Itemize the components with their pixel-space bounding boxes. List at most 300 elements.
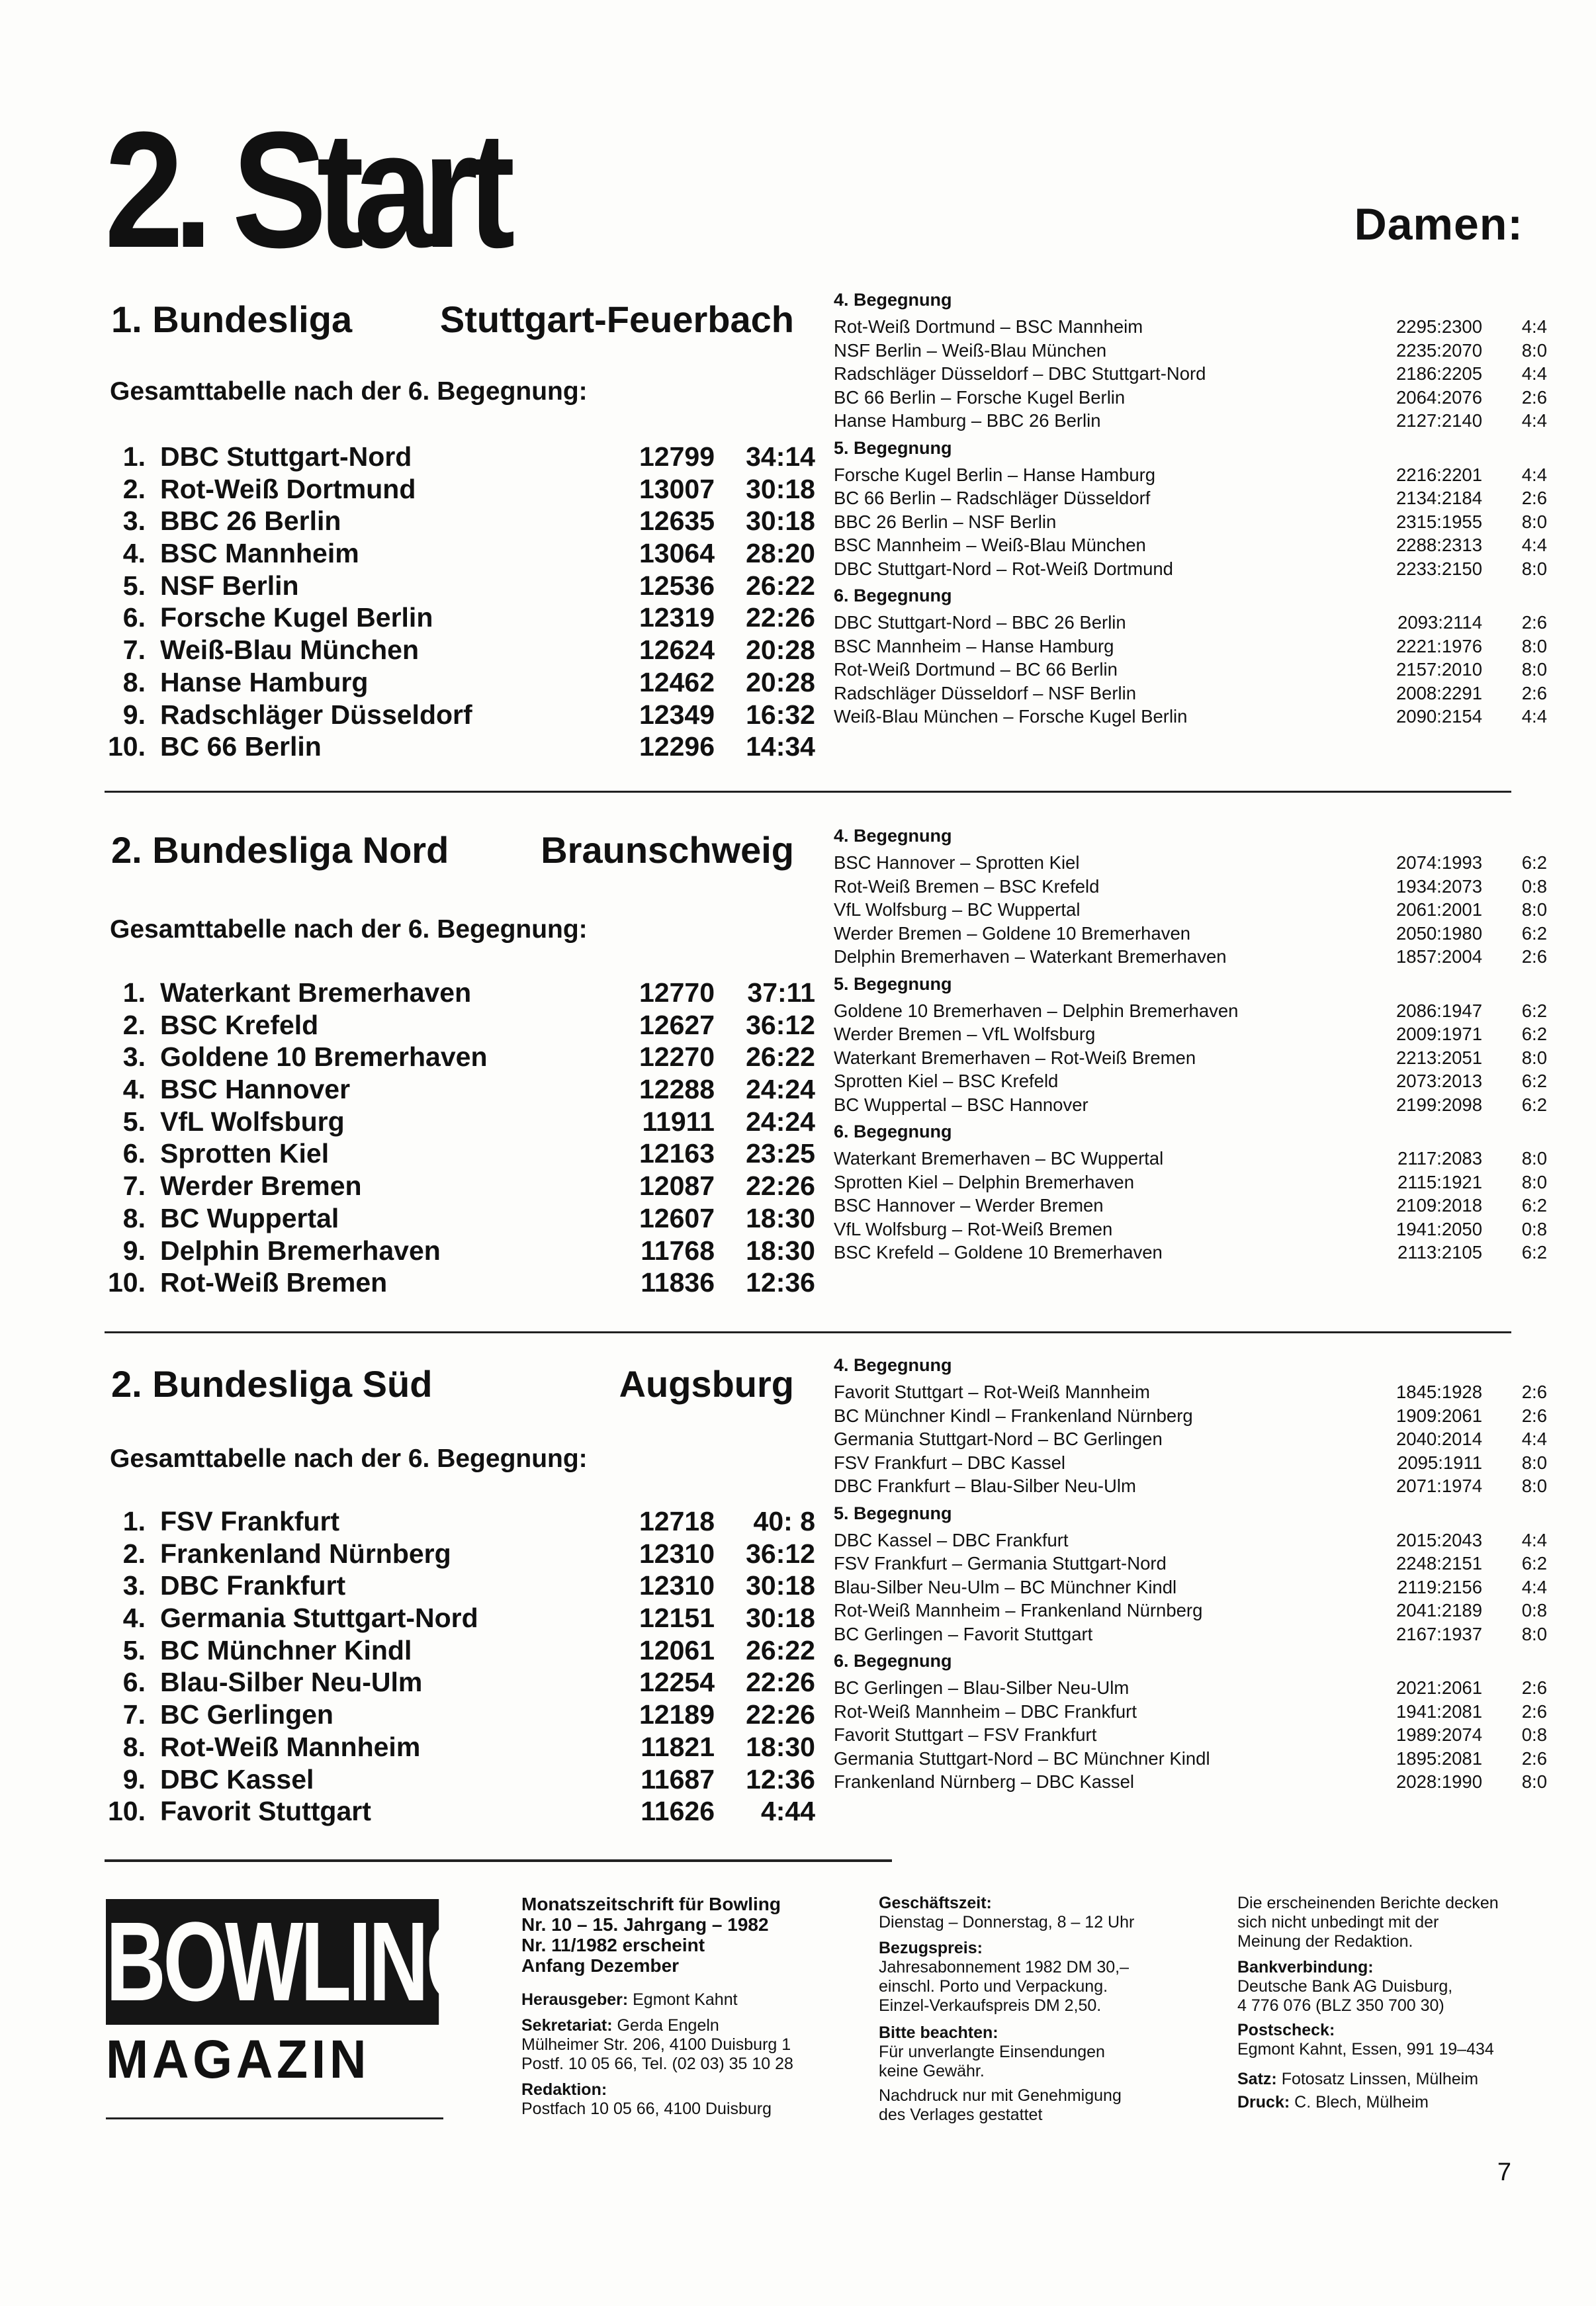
game-pairing: Waterkant Bremerhaven – BC Wuppertal bbox=[834, 1148, 1164, 1169]
game-row bbox=[834, 1380, 1547, 1404]
team-rank: 9. bbox=[122, 1235, 146, 1266]
game-score: 2157:2010 bbox=[1396, 659, 1482, 680]
game-points: 2:6 bbox=[1521, 1677, 1547, 1698]
game-score: 2199:2098 bbox=[1396, 1094, 1482, 1115]
team-rank: 9. bbox=[122, 1763, 146, 1795]
nachdruck-line: Nachdruck nur mit Genehmigung bbox=[879, 2086, 1122, 2105]
game-pairing: Rot-Weiß Mannheim – DBC Frankfurt bbox=[834, 1701, 1137, 1722]
team-points: 24:24 bbox=[746, 1074, 815, 1105]
bitte-line: keine Gewähr. bbox=[879, 2062, 985, 2080]
team-rank: 10. bbox=[108, 731, 146, 762]
standings-row bbox=[99, 977, 815, 1009]
game-points: 4:4 bbox=[1521, 706, 1547, 727]
team-rank: 8. bbox=[122, 1202, 146, 1233]
game-points: 8:0 bbox=[1521, 659, 1547, 680]
team-points: 18:30 bbox=[746, 1731, 815, 1762]
category-label: Damen: bbox=[1354, 199, 1523, 249]
game-pairing: Hanse Hamburg – BBC 26 Berlin bbox=[834, 410, 1101, 431]
standings-row bbox=[99, 1235, 815, 1267]
game-pairing: FSV Frankfurt – Germania Stuttgart-Nord bbox=[834, 1553, 1167, 1574]
game-points: 4:4 bbox=[1521, 1529, 1547, 1550]
standings-row bbox=[99, 1634, 815, 1667]
game-points: 6:2 bbox=[1521, 922, 1547, 944]
team-name: Frankenland Nürnberg bbox=[160, 1538, 451, 1569]
team-name: Werder Bremen bbox=[160, 1171, 362, 1202]
standings-table bbox=[99, 977, 815, 1299]
game-points: 4:4 bbox=[1521, 410, 1547, 431]
game-pairing: NSF Berlin – Weiß-Blau München bbox=[834, 339, 1107, 361]
game-score: 1895:2081 bbox=[1396, 1748, 1482, 1769]
standings-row bbox=[99, 1009, 815, 1042]
game-score: 2288:2313 bbox=[1396, 535, 1482, 555]
game-score: 2127:2140 bbox=[1396, 410, 1482, 431]
section-subtitle: Gesamttabelle nach der 6. Begegnung: bbox=[110, 377, 588, 406]
game-row bbox=[834, 682, 1547, 705]
round-heading: 5. Begegnung bbox=[834, 437, 952, 458]
bezugspreis-line: Einzel-Verkaufspreis DM 2,50. bbox=[879, 1996, 1102, 2015]
team-rank: 6. bbox=[122, 1138, 146, 1169]
round-heading: 4. Begegnung bbox=[834, 1355, 952, 1375]
game-score: 2119:2156 bbox=[1397, 1576, 1482, 1597]
team-pins: 11821 bbox=[641, 1731, 715, 1762]
team-name: Forsche Kugel Berlin bbox=[160, 602, 433, 633]
team-name: Rot-Weiß Mannheim bbox=[160, 1731, 421, 1762]
team-pins: 12319 bbox=[639, 602, 715, 633]
standings-row bbox=[99, 1041, 815, 1073]
team-points: 36:12 bbox=[746, 1538, 815, 1569]
team-name: BSC Hannover bbox=[160, 1074, 351, 1105]
team-pins: 12061 bbox=[639, 1634, 715, 1665]
team-points: 16:32 bbox=[746, 699, 815, 730]
game-score: 2086:1947 bbox=[1396, 1000, 1482, 1021]
team-rank: 2. bbox=[122, 473, 146, 504]
team-rank: 4. bbox=[122, 1603, 146, 1634]
pub-line: Nr. 10 – 15. Jahrgang – 1982 bbox=[521, 1914, 769, 1935]
redaktion-value: Postfach 10 05 66, 4100 Duisburg bbox=[521, 2100, 772, 2118]
team-name: BC Wuppertal bbox=[160, 1202, 339, 1233]
disclaimer-line: sich nicht unbedingt mit der bbox=[1237, 1913, 1439, 1931]
logo-wordmark-magazin: MAGAZIN bbox=[106, 2029, 371, 2090]
geschaeftszeit-value: Dienstag – Donnerstag, 8 – 12 Uhr bbox=[879, 1913, 1135, 1931]
game-score: 2109:2018 bbox=[1396, 1195, 1482, 1216]
game-row bbox=[834, 611, 1547, 635]
game-pairing: Werder Bremen – Goldene 10 Bremerhaven bbox=[834, 922, 1191, 944]
team-name: Favorit Stuttgart bbox=[160, 1796, 371, 1827]
game-pairing: DBC Kassel – DBC Frankfurt bbox=[834, 1529, 1069, 1550]
game-row bbox=[834, 945, 1547, 969]
round-block bbox=[834, 285, 1547, 433]
impressum-col-1 bbox=[521, 1894, 839, 2119]
game-points: 6:2 bbox=[1521, 1242, 1547, 1263]
sekretariat-line: Postf. 10 05 66, Tel. (02 03) 35 10 28 bbox=[521, 2055, 793, 2073]
game-pairing: BSC Hannover – Werder Bremen bbox=[834, 1195, 1104, 1216]
section-city: Braunschweig bbox=[541, 829, 794, 871]
standings-row bbox=[99, 699, 815, 731]
game-pairing: BC 66 Berlin – Radschläger Düsseldorf bbox=[834, 488, 1151, 508]
game-pairing: Rot-Weiß Dortmund – BSC Mannheim bbox=[834, 316, 1143, 337]
game-row bbox=[834, 1427, 1547, 1451]
game-pairing: Rot-Weiß Dortmund – BC 66 Berlin bbox=[834, 659, 1118, 680]
geschaeftszeit-label: Geschäftszeit: bbox=[879, 1894, 992, 1912]
game-pairing: Sprotten Kiel – BSC Krefeld bbox=[834, 1071, 1059, 1091]
team-rank: 7. bbox=[122, 635, 146, 666]
game-points: 8:0 bbox=[1521, 1771, 1547, 1792]
team-rank: 2. bbox=[122, 1009, 146, 1040]
game-score: 2235:2070 bbox=[1396, 339, 1482, 361]
team-rank: 4. bbox=[122, 1074, 146, 1105]
game-score: 2315:1955 bbox=[1396, 511, 1482, 532]
team-points: 30:18 bbox=[746, 1570, 815, 1601]
game-points: 8:0 bbox=[1521, 1623, 1547, 1644]
team-points: 20:28 bbox=[746, 666, 815, 697]
standings-row bbox=[99, 601, 815, 634]
team-name: DBC Frankfurt bbox=[160, 1570, 346, 1601]
game-row bbox=[834, 463, 1547, 487]
pub-line: Monatszeitschrift für Bowling bbox=[521, 1894, 781, 1914]
game-score: 2093:2114 bbox=[1397, 612, 1482, 633]
team-points: 22:26 bbox=[746, 1171, 815, 1202]
round-block bbox=[834, 433, 1547, 581]
game-row bbox=[834, 1622, 1547, 1646]
game-pairing: FSV Frankfurt – DBC Kassel bbox=[834, 1452, 1065, 1473]
game-row bbox=[834, 922, 1547, 946]
team-pins: 12151 bbox=[639, 1603, 715, 1634]
game-pairing: BSC Mannheim – Weiß-Blau München bbox=[834, 535, 1146, 555]
game-pairing: VfL Wolfsburg – Rot-Weiß Bremen bbox=[834, 1218, 1113, 1239]
game-row bbox=[834, 705, 1547, 729]
round-heading: 4. Begegnung bbox=[834, 290, 952, 310]
team-rank: 2. bbox=[122, 1538, 146, 1569]
team-points: 12:36 bbox=[746, 1267, 815, 1298]
section-divider bbox=[105, 791, 1511, 793]
team-points: 40: 8 bbox=[753, 1506, 815, 1536]
team-name: Rot-Weiß Bremen bbox=[160, 1267, 388, 1298]
druck: Druck: C. Blech, Mülheim bbox=[1237, 2093, 1429, 2111]
game-points: 8:0 bbox=[1521, 1476, 1547, 1496]
team-rank: 8. bbox=[122, 1731, 146, 1762]
standings-row bbox=[99, 1731, 815, 1763]
team-pins: 12462 bbox=[639, 666, 715, 697]
game-score: 2064:2076 bbox=[1396, 386, 1482, 408]
team-pins: 12189 bbox=[639, 1699, 715, 1730]
team-rank: 7. bbox=[122, 1171, 146, 1202]
game-row bbox=[834, 339, 1547, 363]
redaktion-label: Redaktion: bbox=[521, 2080, 607, 2099]
game-points: 2:6 bbox=[1521, 612, 1547, 633]
team-pins: 13064 bbox=[639, 538, 715, 569]
standings-row bbox=[99, 441, 815, 473]
standings-row bbox=[99, 1602, 815, 1634]
team-name: BC Münchner Kindl bbox=[160, 1634, 412, 1665]
team-points: 30:18 bbox=[746, 506, 815, 537]
team-name: Rot-Weiß Dortmund bbox=[160, 473, 416, 504]
team-pins: 12349 bbox=[639, 699, 715, 730]
game-pairing: BC Gerlingen – Blau-Silber Neu-Ulm bbox=[834, 1677, 1130, 1698]
standings-table bbox=[99, 441, 815, 763]
team-points: 22:26 bbox=[746, 1667, 815, 1698]
game-points: 2:6 bbox=[1521, 488, 1547, 508]
game-row bbox=[834, 409, 1547, 433]
game-points: 4:4 bbox=[1521, 535, 1547, 555]
team-pins: 12288 bbox=[639, 1074, 715, 1105]
game-score: 2090:2154 bbox=[1396, 706, 1482, 727]
standings-row bbox=[99, 1170, 815, 1202]
game-pairing: BSC Mannheim – Hanse Hamburg bbox=[834, 635, 1114, 656]
logo-wordmark-bowling: BOWLING bbox=[106, 1899, 488, 2025]
game-pairing: BC 66 Berlin – Forsche Kugel Berlin bbox=[834, 386, 1126, 408]
game-row bbox=[834, 486, 1547, 510]
team-pins: 12718 bbox=[639, 1506, 715, 1536]
game-score: 2167:1937 bbox=[1396, 1623, 1482, 1644]
bitte-label: Bitte beachten: bbox=[879, 2023, 998, 2042]
team-pins: 12296 bbox=[639, 731, 715, 762]
game-pairing: Sprotten Kiel – Delphin Bremerhaven bbox=[834, 1171, 1135, 1192]
team-name: Blau-Silber Neu-Ulm bbox=[160, 1667, 423, 1698]
bezugspreis-line: Jahresabonnement 1982 DM 30,– bbox=[879, 1958, 1130, 1976]
game-pairing: Weiß-Blau München – Forsche Kugel Berlin bbox=[834, 706, 1188, 727]
team-name: Weiß-Blau München bbox=[160, 635, 420, 666]
game-score: 2295:2300 bbox=[1396, 316, 1482, 337]
section-subtitle: Gesamttabelle nach der 6. Begegnung: bbox=[110, 1444, 588, 1473]
round-heading: 6. Begegnung bbox=[834, 586, 952, 605]
game-points: 4:4 bbox=[1521, 464, 1547, 485]
game-row bbox=[834, 1474, 1547, 1498]
team-pins: 12624 bbox=[639, 635, 715, 666]
game-pairing: Favorit Stuttgart – FSV Frankfurt bbox=[834, 1724, 1097, 1745]
team-points: 4:44 bbox=[760, 1796, 815, 1827]
game-score: 1941:2050 bbox=[1396, 1218, 1482, 1239]
game-row bbox=[834, 510, 1547, 534]
team-pins: 12627 bbox=[639, 1009, 715, 1040]
game-row bbox=[834, 1575, 1547, 1599]
game-points: 2:6 bbox=[1521, 946, 1547, 967]
team-name: NSF Berlin bbox=[160, 570, 299, 601]
team-points: 12:36 bbox=[746, 1763, 815, 1795]
game-pairing: VfL Wolfsburg – BC Wuppertal bbox=[834, 899, 1081, 920]
game-score: 2050:1980 bbox=[1396, 922, 1482, 944]
team-points: 30:18 bbox=[746, 473, 815, 504]
game-row bbox=[834, 1747, 1547, 1771]
bitte-line: Für unverlangte Einsendungen bbox=[879, 2043, 1105, 2061]
game-row bbox=[834, 533, 1547, 557]
standings-row bbox=[99, 666, 815, 699]
game-score: 2073:2013 bbox=[1396, 1071, 1482, 1091]
team-rank: 1. bbox=[122, 441, 146, 472]
impressum-col-2 bbox=[879, 1894, 1210, 2125]
team-rank: 10. bbox=[108, 1267, 146, 1298]
standings-row bbox=[99, 1763, 815, 1796]
standings-row bbox=[99, 1666, 815, 1699]
team-name: Radschläger Düsseldorf bbox=[160, 699, 472, 730]
game-score: 2074:1993 bbox=[1396, 852, 1482, 873]
game-points: 4:4 bbox=[1521, 1576, 1547, 1597]
game-row bbox=[834, 1069, 1547, 1093]
team-pins: 12254 bbox=[639, 1667, 715, 1698]
team-rank: 6. bbox=[122, 1667, 146, 1698]
game-row bbox=[834, 557, 1547, 581]
game-pairing: Werder Bremen – VfL Wolfsburg bbox=[834, 1024, 1096, 1044]
postscheck-value: Egmont Kahnt, Essen, 991 19–434 bbox=[1237, 2040, 1494, 2059]
game-pairing: Germania Stuttgart-Nord – BC Gerlingen bbox=[834, 1429, 1163, 1449]
team-points: 34:14 bbox=[746, 441, 815, 472]
game-pairing: Forsche Kugel Berlin – Hanse Hamburg bbox=[834, 464, 1156, 485]
standings-row bbox=[99, 570, 815, 602]
game-row bbox=[834, 1093, 1547, 1117]
team-pins: 12799 bbox=[639, 441, 715, 472]
standings-row bbox=[99, 1699, 815, 1731]
game-score: 2015:2043 bbox=[1396, 1529, 1482, 1550]
team-rank: 3. bbox=[122, 1570, 146, 1601]
sekretariat-line: Mülheimer Str. 206, 4100 Duisburg 1 bbox=[521, 2035, 791, 2054]
standings-row bbox=[99, 537, 815, 570]
team-rank: 3. bbox=[122, 506, 146, 537]
game-row bbox=[834, 1552, 1547, 1575]
team-rank: 10. bbox=[108, 1796, 146, 1827]
game-score: 2221:1976 bbox=[1396, 635, 1482, 656]
team-name: Sprotten Kiel bbox=[160, 1138, 330, 1169]
team-rank: 5. bbox=[122, 1106, 146, 1137]
herausgeber: Herausgeber: Egmont Kahnt bbox=[521, 1990, 738, 2009]
team-name: BSC Mannheim bbox=[160, 538, 359, 569]
game-pairing: BSC Hannover – Sprotten Kiel bbox=[834, 852, 1080, 873]
game-points: 6:2 bbox=[1521, 1024, 1547, 1044]
team-points: 14:34 bbox=[746, 731, 815, 762]
game-points: 8:0 bbox=[1521, 339, 1547, 361]
team-rank: 5. bbox=[122, 1634, 146, 1665]
team-points: 24:24 bbox=[746, 1106, 815, 1137]
game-row bbox=[834, 362, 1547, 386]
game-score: 1845:1928 bbox=[1396, 1382, 1482, 1402]
game-row bbox=[834, 1599, 1547, 1622]
team-points: 20:28 bbox=[746, 635, 815, 666]
game-row bbox=[834, 1147, 1547, 1171]
page-headline: 2. Start bbox=[105, 97, 506, 282]
game-row bbox=[834, 1022, 1547, 1046]
game-score: 1934:2073 bbox=[1396, 875, 1482, 897]
game-points: 6:2 bbox=[1521, 1071, 1547, 1091]
team-rank: 5. bbox=[122, 570, 146, 601]
game-points: 8:0 bbox=[1521, 899, 1547, 920]
game-row bbox=[834, 1700, 1547, 1724]
game-score: 2021:2061 bbox=[1396, 1677, 1482, 1698]
team-name: Germania Stuttgart-Nord bbox=[160, 1603, 478, 1634]
section-city: Stuttgart-Feuerbach bbox=[439, 298, 794, 340]
game-points: 0:8 bbox=[1521, 1724, 1547, 1745]
bowling-magazin-logo bbox=[106, 1899, 488, 2091]
game-results bbox=[834, 285, 1547, 729]
team-name: VfL Wolfsburg bbox=[160, 1106, 345, 1137]
game-points: 0:8 bbox=[1521, 875, 1547, 897]
section-title: 1. Bundesliga bbox=[111, 298, 353, 340]
team-pins: 11687 bbox=[641, 1763, 715, 1795]
standings-row bbox=[99, 1137, 815, 1170]
standings-row bbox=[99, 1538, 815, 1570]
standings-row bbox=[99, 473, 815, 506]
game-points: 2:6 bbox=[1521, 1405, 1547, 1426]
team-points: 18:30 bbox=[746, 1202, 815, 1233]
bank-label: Bankverbindung: bbox=[1237, 1958, 1374, 1976]
game-row bbox=[834, 999, 1547, 1023]
section-title: 2. Bundesliga Nord bbox=[111, 829, 449, 871]
team-rank: 6. bbox=[122, 602, 146, 633]
round-block bbox=[834, 1646, 1547, 1794]
round-heading: 6. Begegnung bbox=[834, 1651, 952, 1671]
game-points: 0:8 bbox=[1521, 1600, 1547, 1620]
team-pins: 12310 bbox=[639, 1570, 715, 1601]
game-score: 2041:2189 bbox=[1396, 1600, 1482, 1620]
logo-underline bbox=[106, 2117, 443, 2119]
game-pairing: Radschläger Düsseldorf – DBC Stuttgart-Nord bbox=[834, 363, 1206, 384]
standings-row bbox=[99, 1570, 815, 1602]
game-score: 2009:1971 bbox=[1396, 1024, 1482, 1044]
team-rank: 8. bbox=[122, 666, 146, 697]
game-row bbox=[834, 1404, 1547, 1428]
game-row bbox=[834, 1676, 1547, 1700]
game-row bbox=[834, 875, 1547, 899]
bezugspreis-label: Bezugspreis: bbox=[879, 1939, 983, 1957]
standings-row bbox=[99, 1106, 815, 1138]
game-score: 1941:2081 bbox=[1396, 1701, 1482, 1722]
game-row bbox=[834, 898, 1547, 922]
game-points: 0:8 bbox=[1521, 1218, 1547, 1239]
team-rank: 4. bbox=[122, 538, 146, 569]
team-rank: 9. bbox=[122, 699, 146, 730]
team-name: DBC Stuttgart-Nord bbox=[160, 441, 412, 472]
game-pairing: Rot-Weiß Bremen – BSC Krefeld bbox=[834, 875, 1100, 897]
game-points: 8:0 bbox=[1521, 635, 1547, 656]
game-points: 6:2 bbox=[1521, 1553, 1547, 1574]
standings-row bbox=[99, 1795, 815, 1828]
team-points: 30:18 bbox=[746, 1603, 815, 1634]
game-score: 2113:2105 bbox=[1397, 1242, 1482, 1263]
standings-table bbox=[99, 1505, 815, 1828]
section-subtitle: Gesamttabelle nach der 6. Begegnung: bbox=[110, 915, 588, 944]
nachdruck-line: des Verlages gestattet bbox=[879, 2106, 1043, 2124]
game-pairing: Goldene 10 Bremerhaven – Delphin Bremerhaven bbox=[834, 1000, 1239, 1021]
game-row bbox=[834, 1770, 1547, 1794]
team-rank: 7. bbox=[122, 1699, 146, 1730]
team-pins: 11836 bbox=[641, 1267, 715, 1298]
game-points: 2:6 bbox=[1521, 1382, 1547, 1402]
team-pins: 12270 bbox=[639, 1042, 715, 1073]
game-pairing: BC Münchner Kindl – Frankenland Nürnberg bbox=[834, 1405, 1193, 1426]
section-city: Augsburg bbox=[619, 1363, 794, 1405]
standings-row bbox=[99, 1266, 815, 1299]
team-points: 36:12 bbox=[746, 1009, 815, 1040]
game-pairing: Delphin Bremerhaven – Waterkant Bremerhaven bbox=[834, 946, 1227, 967]
game-pairing: DBC Stuttgart-Nord – Rot-Weiß Dortmund bbox=[834, 558, 1173, 579]
game-row bbox=[834, 315, 1547, 339]
disclaimer-line: Die erscheinenden Berichte decken bbox=[1237, 1894, 1499, 1912]
disclaimer-line: Meinung der Redaktion. bbox=[1237, 1932, 1413, 1951]
game-score: 1909:2061 bbox=[1396, 1405, 1482, 1426]
game-points: 2:6 bbox=[1521, 386, 1547, 408]
game-results bbox=[834, 1350, 1547, 1794]
standings-row bbox=[99, 1202, 815, 1235]
game-score: 1989:2074 bbox=[1396, 1724, 1482, 1745]
game-row bbox=[834, 851, 1547, 875]
game-row bbox=[834, 386, 1547, 410]
game-points: 6:2 bbox=[1521, 852, 1547, 873]
game-points: 6:2 bbox=[1521, 1094, 1547, 1115]
game-row bbox=[834, 635, 1547, 658]
satz: Satz: Fotosatz Linssen, Mülheim bbox=[1237, 2070, 1479, 2088]
game-pairing: Blau-Silber Neu-Ulm – BC Münchner Kindl bbox=[834, 1576, 1177, 1597]
team-pins: 11626 bbox=[641, 1796, 715, 1827]
game-score: 2213:2051 bbox=[1396, 1047, 1482, 1068]
team-points: 37:11 bbox=[747, 977, 815, 1008]
standings-row bbox=[99, 731, 815, 763]
